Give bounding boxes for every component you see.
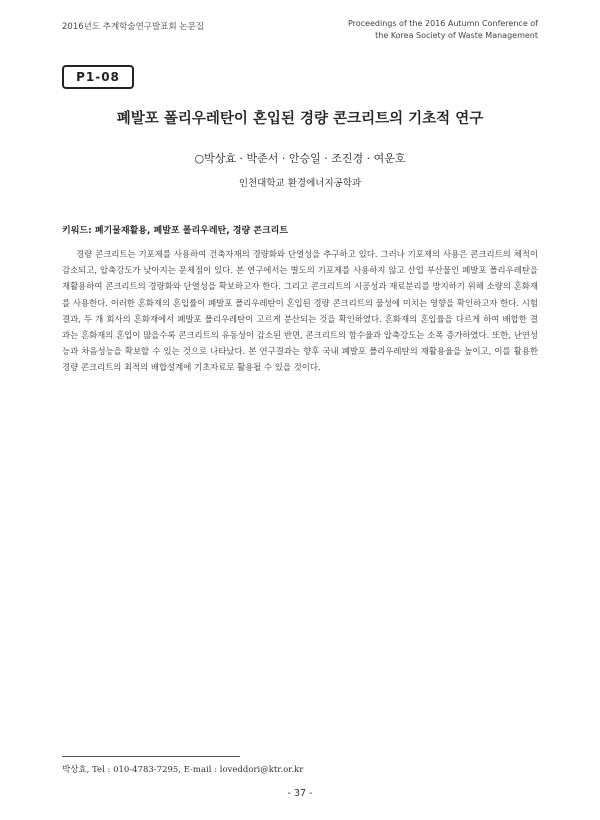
running-header-right-line2: the Korea Society of Waste Management [375,31,538,40]
footnote-divider [62,756,240,757]
affiliation: 인천대학교 환경에너지공학과 [238,178,362,189]
keywords: 키워드: 폐기물재활용, 폐발포 폴리우레탄, 경량 콘크리트 [62,226,289,236]
running-header-right-line1: Proceedings of the 2016 Autumn Conference of [347,19,538,28]
running-header-left: 2016년도 추계학술연구발표회 논문집 [62,22,204,32]
paper-id-badge: P1-08 [62,65,134,89]
author-list: ○박상효 · 박준서 · 안승일 · 조진경 · 여운호 [194,152,406,165]
abstract-body: 경량 콘크리트는 기포제를 사용하여 건축자재의 경량화와 단열성을 추구하고 있다. 그러나 기포제의 사용은 콘크리트의 체적이 감소되고, 압축강도가 낮아지는 문제점이 있다. 본 연구에서는 별도의 기포제를 사용하지 않고 산업 부산물인 폐발포 폴리우레탄을 재활용하여 콘크리트의 경량화와 단열성을 확보하고자 한다. 그리고 콘크리트의 시공성과 재료분리를 방지하기 위해 소량의 혼화재를 사용한다. 이러한 혼화재의 혼입률이 폐발포 폴리우레탄이 혼입된 경량 콘크리트의 물성에 미치는 영향을 확인하고자 한다. 시험 결과, 두 개 회사의 혼화재에서 폐발포 폴리우레탄이 고르게 분산되는 것을 확인하였다. 혼화재의 혼입률을 다르게 하여 배합한 결과는 혼화재의 혼입이 많을수록 콘크리트의 유동성이 감소된 반면, 콘크리트의 함수율과 압축강도는 소폭 증가하였다. 또한, 난연성능과 차음성능을 확보할 수 있는 것으로 나타났다. 본 연구결과는 향후 국내 폐발포 폴리우레탄의 재활용율을 높이고, 이를 활용한 경량 콘크리트의 최적의 배합설계에 기초자료로 활용될 수 있을 것이다. [62,249,538,373]
running-header-right [348,18,538,42]
paper-title: 폐발포 폴리우레탄이 혼입된 경량 콘크리트의 기초적 연구 [116,111,484,127]
corresponding-author-footnote: 박상효, Tel : 010-4783-7295, E-mail : loveddori@ktr.or.kr [62,765,304,775]
page-number: - 37 - [287,788,313,799]
